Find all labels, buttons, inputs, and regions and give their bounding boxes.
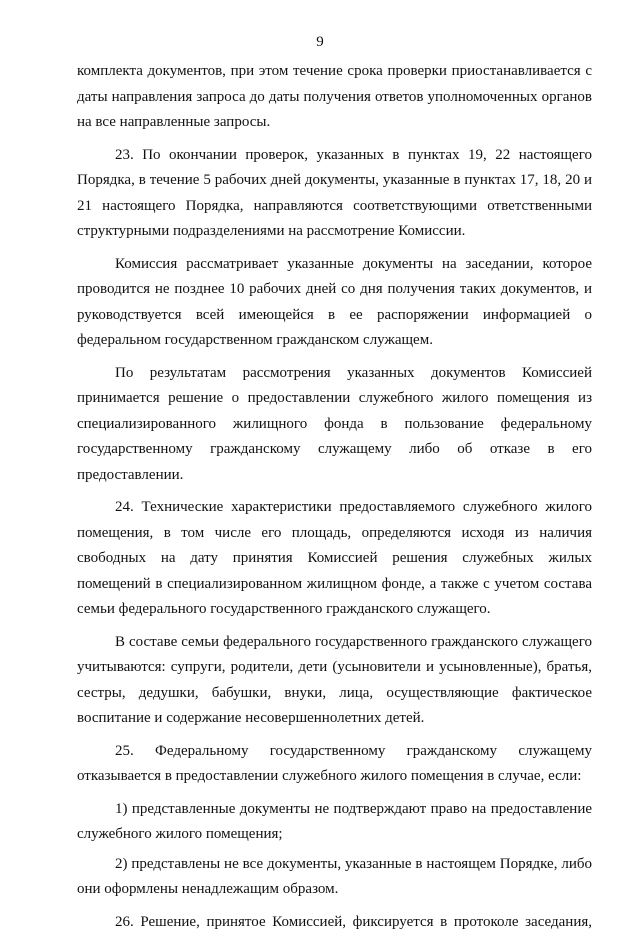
paragraph-commission-review: Комиссия рассматривает указанные документы на заседании, которое проводится не позднее 10 рабочих дней со дня получения таких документов, и руководствуется всей имеющейся в ее распоряжении информацией о федеральном государственном гражданском служащем.	[77, 255, 592, 348]
paragraph-continuation: комплекта документов, при этом течение срока проверки приостанавливается с даты направления запроса до даты получения ответов уполномоченных органов на все направленные запросы.	[77, 63, 592, 130]
document-body	[77, 59, 592, 942]
page-number: 9	[316, 34, 324, 50]
paragraph-item-25: 25. Федеральному государственному гражданскому служащему отказывается в предоставлении служебного жилого помещения в случае, если:	[77, 742, 592, 784]
paragraph-item-23: 23. По окончании проверок, указанных в пунктах 19, 22 настоящего Порядка, в течение 5 рабочих дней документы, указанные в пунктах 17, 18, 20 и 21 настоящего Порядка, направляются соответствующими ответственными структурными подразделениями на рассмотрение Комиссии.	[77, 146, 592, 239]
paragraph-item-24: 24. Технические характеристики предоставляемого служебного жилого помещения, в том числе его площадь, определяются исходя из наличия свободных на дату принятия Комиссией решения служебных жилых помещений в специализированном жилищном фонде, а также с учетом состава семьи федерального государственного гражданского служащего.	[77, 499, 592, 617]
paragraph-commission-decision: По результатам рассмотрения указанных документов Комиссией принимается решение о предоставлении служебного жилого помещения из специализированного жилищного фонда в пользование федеральному государственному гражданскому служащему либо об отказе в его предоставлении.	[77, 364, 592, 483]
paragraph-item-26: 26. Решение, принятое Комиссией, фиксируется в протоколе заседания,	[115, 913, 592, 930]
paragraph-refusal-reason-1: 1) представленные документы не подтверждают право на предоставление служебного жилого помещения;	[77, 800, 592, 842]
paragraph-refusal-reason-2: 2) представлены не все документы, указанные в настоящем Порядке, либо они оформлены ненадлежащим образом.	[77, 855, 592, 897]
paragraph-family-composition: В составе семьи федерального государственного гражданского служащего учитываются: супруги, родители, дети (усыновители и усыновленные), братья, сестры, дедушки, бабушки, внуки, лица, осуществляющие фактическое воспитание и содержание несовершеннолетних детей.	[77, 633, 592, 726]
